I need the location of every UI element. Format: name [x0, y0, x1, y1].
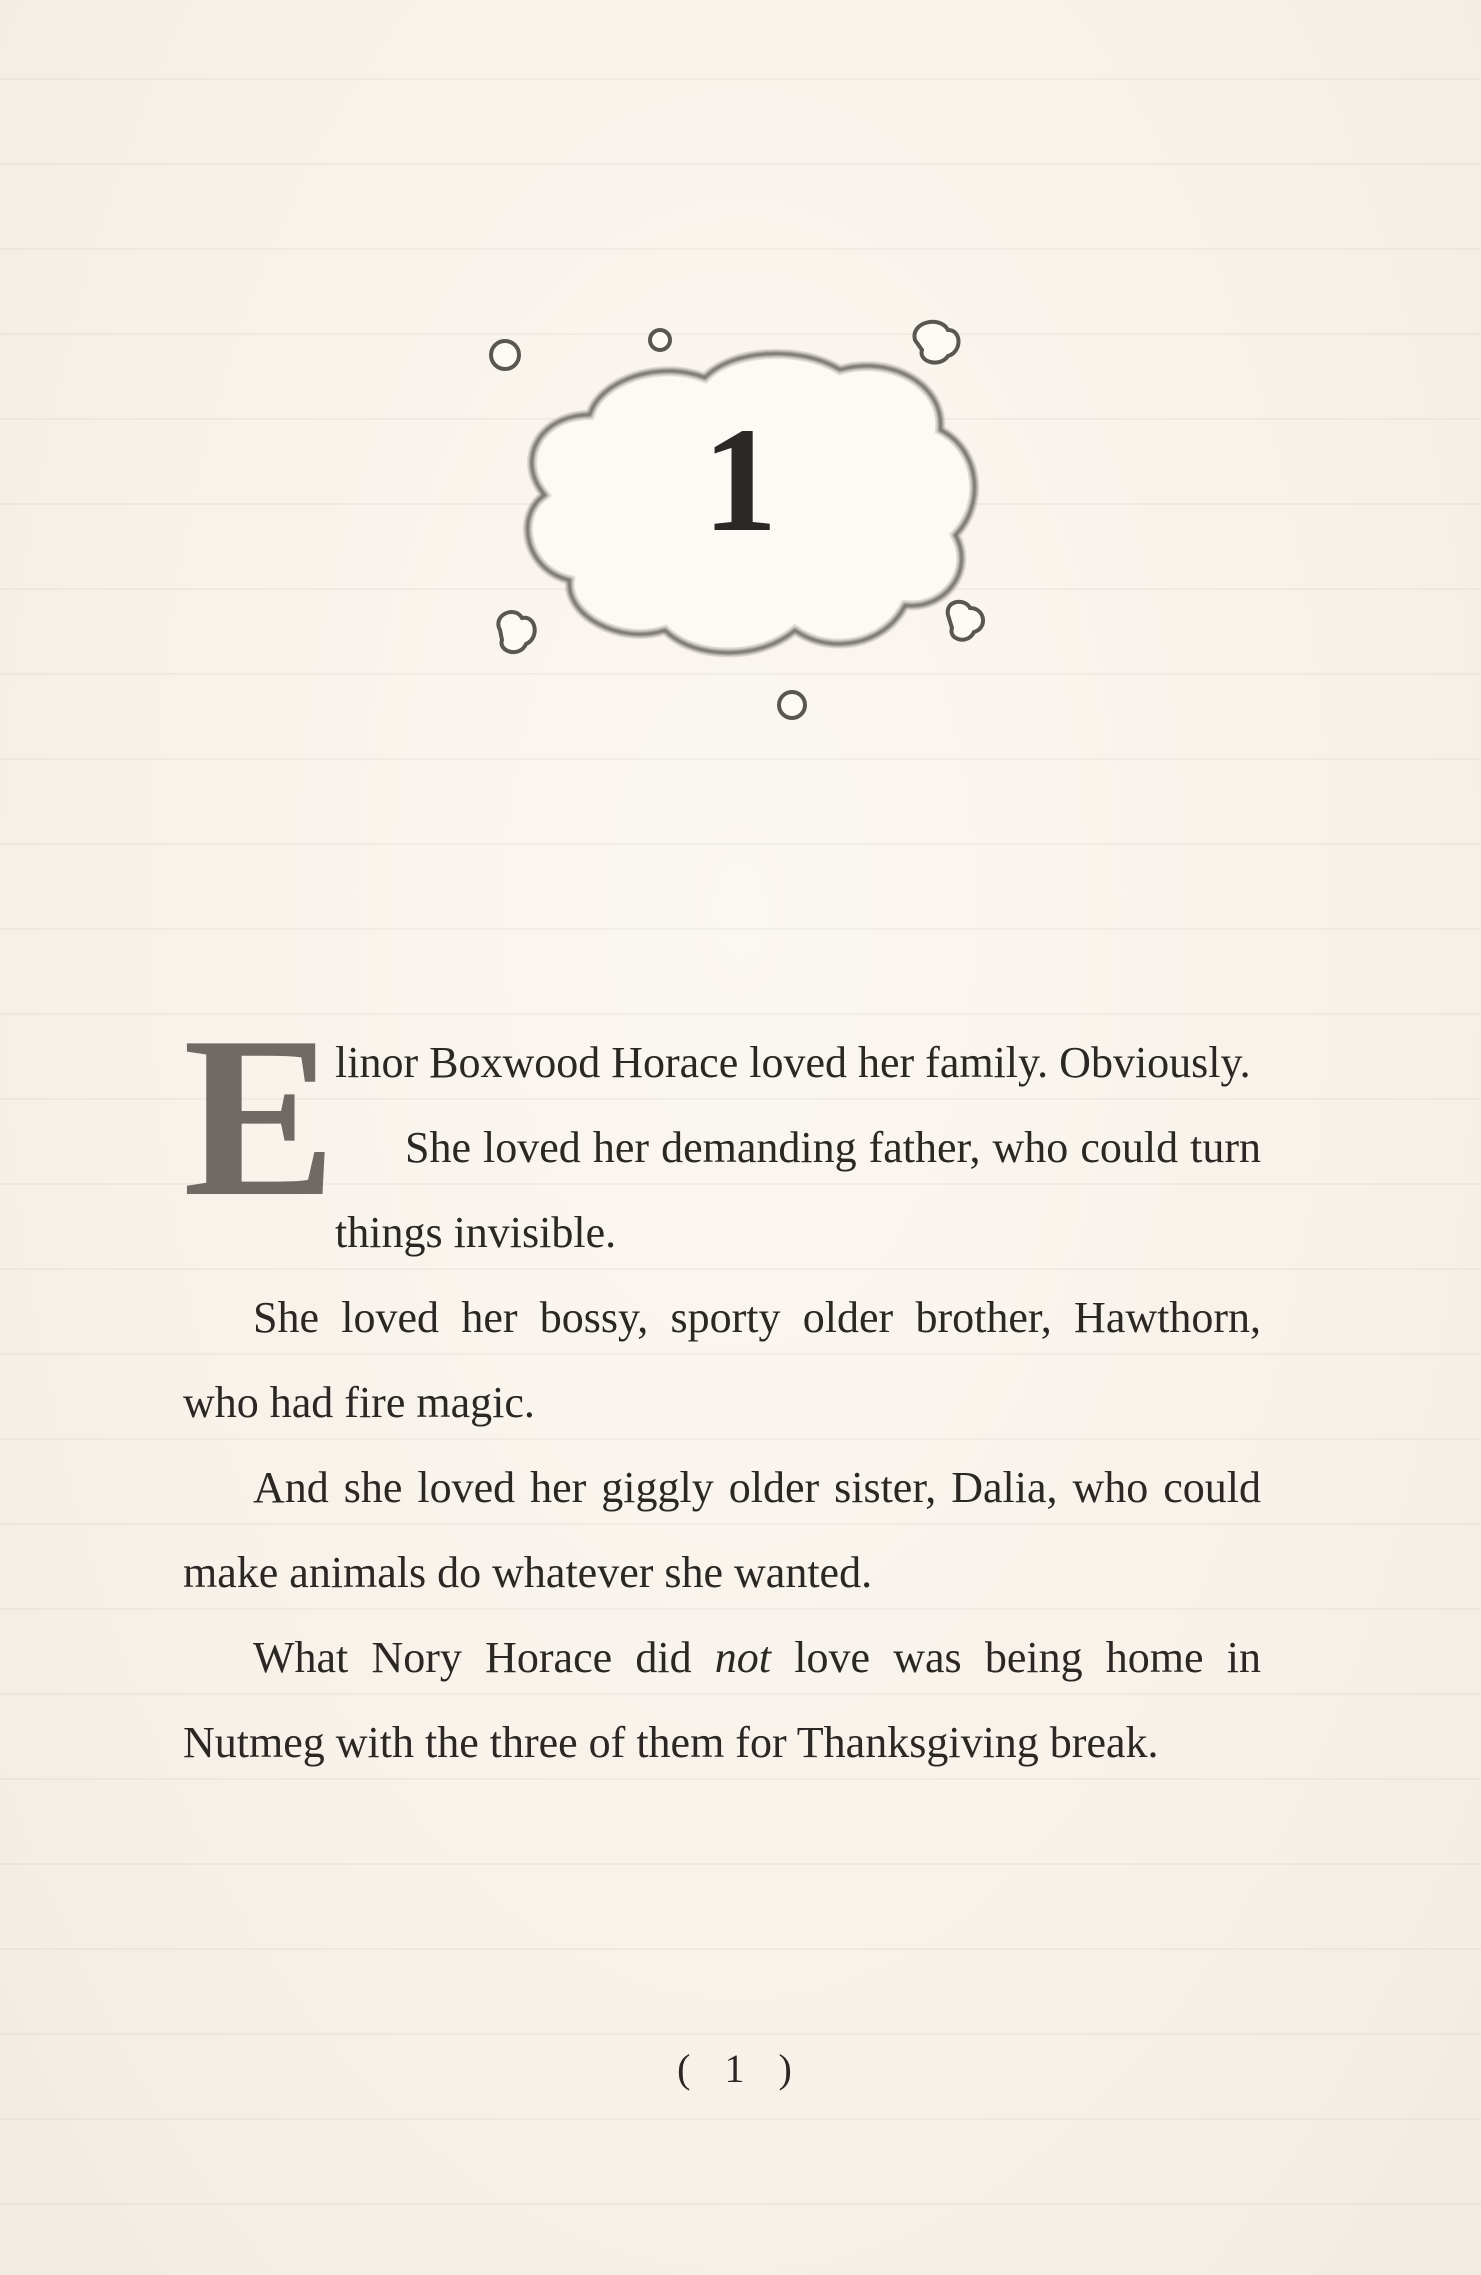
chapter-text [183, 989, 1261, 1785]
paragraph-brother: She loved her bossy, sporty older brother, Hawthorn, who had fire magic. [183, 1293, 1261, 1427]
chapter-number: 1 [702, 397, 778, 563]
opening-paragraph-text: linor Boxwood Horace loved her family. Obviously. [335, 1038, 1251, 1087]
chapter-cloud-ornament [470, 300, 1010, 740]
thanksgiving-text-end: love was being home in Nutmeg with the three of them for Thanksgiving break. [183, 1633, 1261, 1767]
page-number: ( 1 ) [677, 2046, 804, 2091]
emphasis-not: not [714, 1633, 772, 1682]
paragraph-sister: And she loved her giggly older sister, Dalia, who could make animals do whatever she wanted. [183, 1463, 1261, 1597]
paragraph-father: She loved her demanding father, who could turn things invisible. [335, 1123, 1261, 1257]
paragraph-thanksgiving [183, 1615, 1261, 1785]
thanksgiving-text-start: What Nory Horace did [253, 1633, 715, 1682]
drop-cap: E [183, 989, 337, 1244]
